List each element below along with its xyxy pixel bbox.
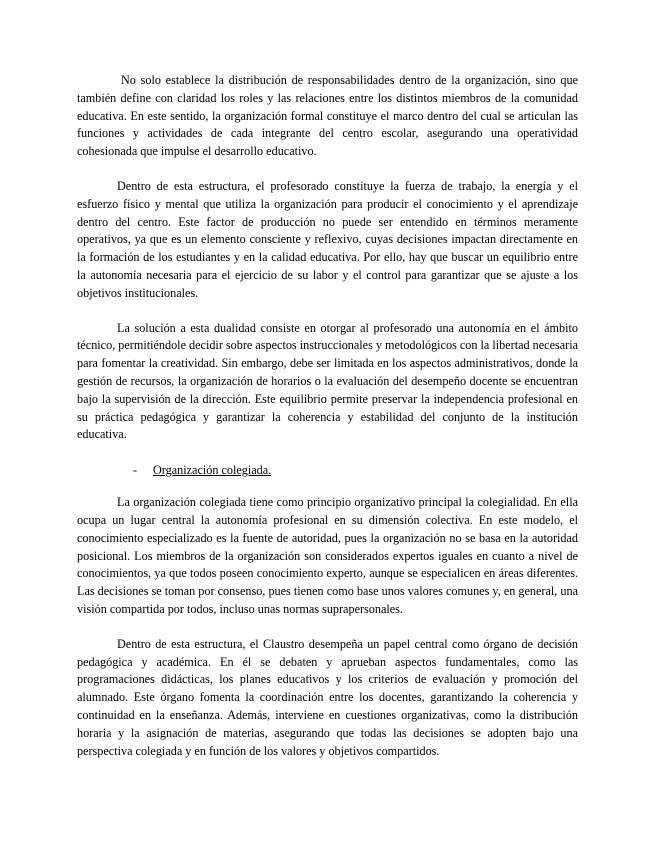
paragraph-autonomy-solution: La solución a esta dualidad consiste en otorgar al profesorado una autonomía en el ámbito técnico, permitiéndole decidir sobre aspectos instruccionales y metodológicos con la libertad necesaria para fomentar la creatividad. Sin embargo, debe ser limitada en los aspectos administrativos, donde la gestión de recursos, la organización de horarios o la evaluación del desempeño docente se encuentran bajo la supervisión de la dirección. Este equilibrio permite preservar la independencia profesional en su práctica pedagógica y garantizar la coherencia y estabilidad del conjunto de la institución educativa. (77, 320, 578, 442)
section-heading (77, 461, 578, 479)
section-title: Organización colegiada. (153, 463, 272, 478)
paragraph-formal-organization: No solo establece la distribución de responsabilidades dentro de la organización, sino que también define con claridad los roles y las relaciones entre los distintos miembros de la comunidad educativa. En este sentido, la organización formal constituye el marco dentro del cual se articulan las funciones y actividades de cada integrante del centro escolar, asegurando una operatividad cohesionada que impulse el desarrollo educativo. (77, 73, 578, 159)
bullet-dash: - (133, 463, 138, 478)
paragraph-claustro: Dentro de esta estructura, el Claustro desempeña un papel central como órgano de decisión pedagógica y académica. En él se debaten y aprueban aspectos fundamentales, como las programaciones didácticas, los planes educativos y los criterios de evaluación y promoción del alumnado. Este órgano fomenta la coordinación entre los docentes, garantizando la coherencia y continuidad en la enseñanza. Además, interviene en cuestiones organizativas, como la distribución horaria y la asignación de materias, asegurando que todas las decisiones se adopten bajo una perspectiva colegiada y en función de los valores y objetivos compartidos. (77, 636, 578, 758)
paragraph-collegial-organization: La organización colegiada tiene como principio organizativo principal la colegialidad. En ella ocupa un lugar central la autonomía profesional en su dimensión colectiva. En este modelo, el conocimiento especializado es la fuente de autoridad, pues la organización no se basa en la autoridad posicional. Los miembros de la organización son considerados expertos iguales en cuanto a nivel de conocimientos, ya que todos poseen conocimiento experto, aunque se especialicen en áreas diferentes. Las decisiones se toman por consenso, pues tienen como base unos valores comunes y, en general, una visión compartida por todos, incluso unas normas suprapersonales. (77, 495, 578, 616)
paragraph-teaching-staff: Dentro de esta estructura, el profesorado constituye la fuerza de trabajo, la energía y el esfuerzo físico y mental que utiliza la organización para producir el conocimiento y el aprendizaje dentro del centro. Este factor de producción no puede ser entendido en términos meramente operativos, ya que es un elemento consciente y reflexivo, cuyas decisiones impactan directamente en la formación de los estudiantes y en la calidad educativa. Por ello, hay que buscar un equilibrio entre la autonomía necesaria para el ejercicio de su labor y el control para garantizar que se ajuste a los objetivos institucionales. (77, 178, 578, 300)
